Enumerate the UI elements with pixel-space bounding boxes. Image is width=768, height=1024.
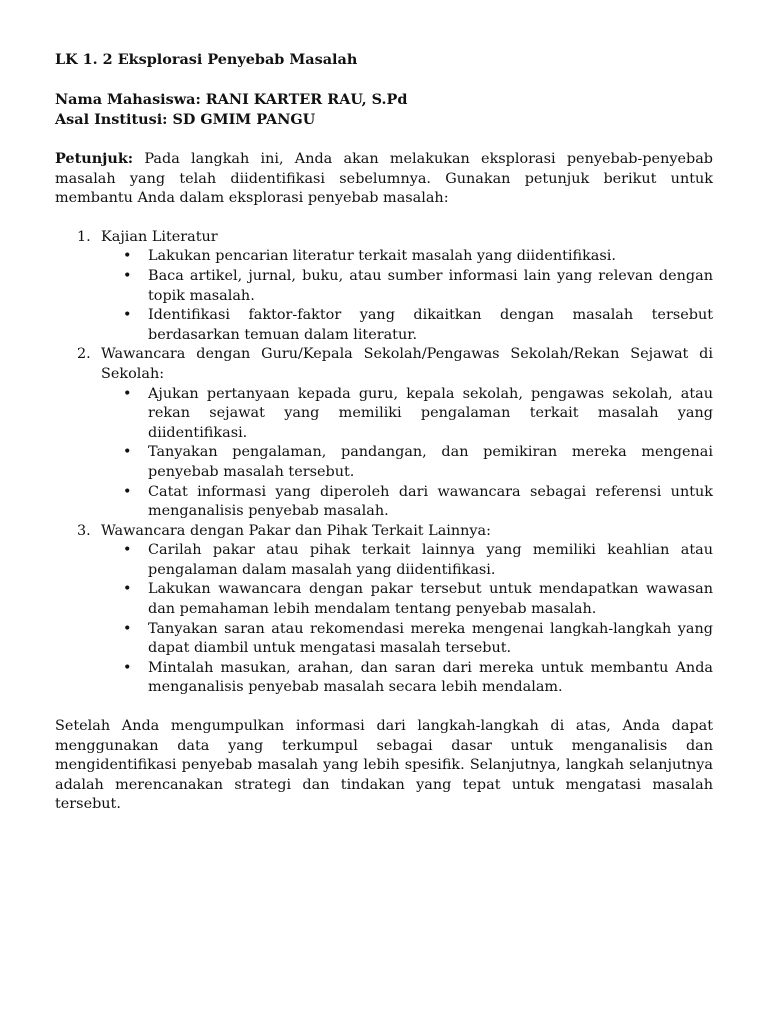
bullet-icon: •: [123, 248, 132, 265]
bullet-icon: •: [123, 483, 132, 500]
bullet-text: Identifikasi faktor-faktor yang dikaitkan dengan masalah tersebut berdasarkan temuan dalam literatur.: [148, 307, 713, 343]
bullet-item: [101, 541, 713, 580]
bullet-text: Mintalah masukan, arahan, dan saran dari mereka untuk membantu Anda menganalisis penyebab masalah secara lebih mendalam.: [148, 659, 713, 696]
bullet-item: [101, 247, 713, 267]
step-title: Wawancara dengan Pakar dan Pihak Terkait Lainnya:: [101, 522, 491, 539]
step-number: 2.: [77, 346, 91, 363]
bullet-icon: •: [123, 267, 132, 284]
step-item: [55, 228, 713, 346]
document-page: [55, 50, 713, 815]
bullet-item: [101, 267, 713, 306]
bullet-item: [101, 306, 713, 345]
bullet-item: [101, 580, 713, 619]
student-info: [55, 90, 713, 130]
bullet-icon: •: [123, 542, 132, 559]
bullet-text: Baca artikel, jurnal, buku, atau sumber informasi lain yang relevan dengan topik masalah.: [148, 267, 713, 304]
bullet-icon: •: [123, 581, 132, 598]
bullet-icon: •: [123, 659, 132, 676]
bullet-text: Lakukan pencarian literatur terkait masalah yang diidentifikasi.: [148, 248, 616, 265]
bullet-text: Catat informasi yang diperoleh dari wawancara sebagai referensi untuk menganalisis penyebab masalah.: [148, 483, 713, 520]
bullet-item: [101, 385, 713, 444]
bullet-item: [101, 620, 713, 659]
instructions-text: Pada langkah ini, Anda akan melakukan eksplorasi penyebab-penyebab masalah yang telah diidentifikasi sebelumnya. Gunakan petunjuk berikut untuk membantu Anda dalam eksplorasi penyebab masalah:: [55, 151, 713, 207]
bullet-icon: •: [123, 385, 132, 402]
step-item: [55, 345, 713, 521]
step-title: Wawancara dengan Guru/Kepala Sekolah/Pengawas Sekolah/Rekan Sejawat di Sekolah:: [101, 346, 713, 382]
bullet-icon: •: [123, 307, 132, 324]
bullet-text: Ajukan pertanyaan kepada guru, kepala sekolah, pengawas sekolah, atau rekan sejawat yang memiliki pengalaman terkait masalah yang diidentifikasi.: [148, 385, 713, 441]
bullet-text: Carilah pakar atau pihak terkait lainnya yang memiliki keahlian atau pengalaman dalam masalah yang diidentifikasi.: [148, 542, 713, 578]
bullet-item: [101, 443, 713, 482]
closing-paragraph: Setelah Anda mengumpulkan informasi dari langkah-langkah di atas, Anda dapat menggunakan data yang terkumpul sebagai dasar untuk menganalisis dan mengidentifikasi penyebab masalah yang lebih spesifik. Selanjutnya, langkah selanjutnya adalah merencanakan strategi dan tindakan yang tepat untuk mengatasi masalah tersebut.: [55, 718, 713, 813]
step-bullet-list: [101, 385, 713, 522]
step-bullet-list: [101, 247, 713, 345]
bullet-text: Tanyakan saran atau rekomendasi mereka mengenai langkah-langkah yang dapat diambil untuk mengatasi masalah tersebut.: [148, 620, 713, 657]
bullet-item: [101, 483, 713, 522]
bullet-icon: •: [123, 444, 132, 461]
steps-list: [55, 228, 713, 698]
instructions-label: Petunjuk:: [55, 150, 134, 167]
student-name: Nama Mahasiswa: RANI KARTER RAU, S.Pd: [55, 91, 408, 108]
bullet-text: Tanyakan pengalaman, pandangan, dan pemikiran mereka mengenai penyebab masalah tersebut.: [148, 444, 713, 480]
step-bullet-list: [101, 541, 713, 698]
instructions-paragraph: [55, 149, 713, 209]
step-item: [55, 522, 713, 698]
step-number: 3.: [77, 522, 91, 539]
bullet-icon: •: [123, 620, 132, 637]
bullet-item: [101, 659, 713, 698]
document-title: LK 1. 2 Eksplorasi Penyebab Masalah: [55, 51, 358, 68]
bullet-text: Lakukan wawancara dengan pakar tersebut untuk mendapatkan wawasan dan pemahaman lebih mendalam tentang penyebab masalah.: [148, 581, 713, 618]
step-number: 1.: [77, 228, 91, 245]
step-title: Kajian Literatur: [101, 228, 218, 245]
student-institution: Asal Institusi: SD GMIM PANGU: [55, 111, 316, 128]
